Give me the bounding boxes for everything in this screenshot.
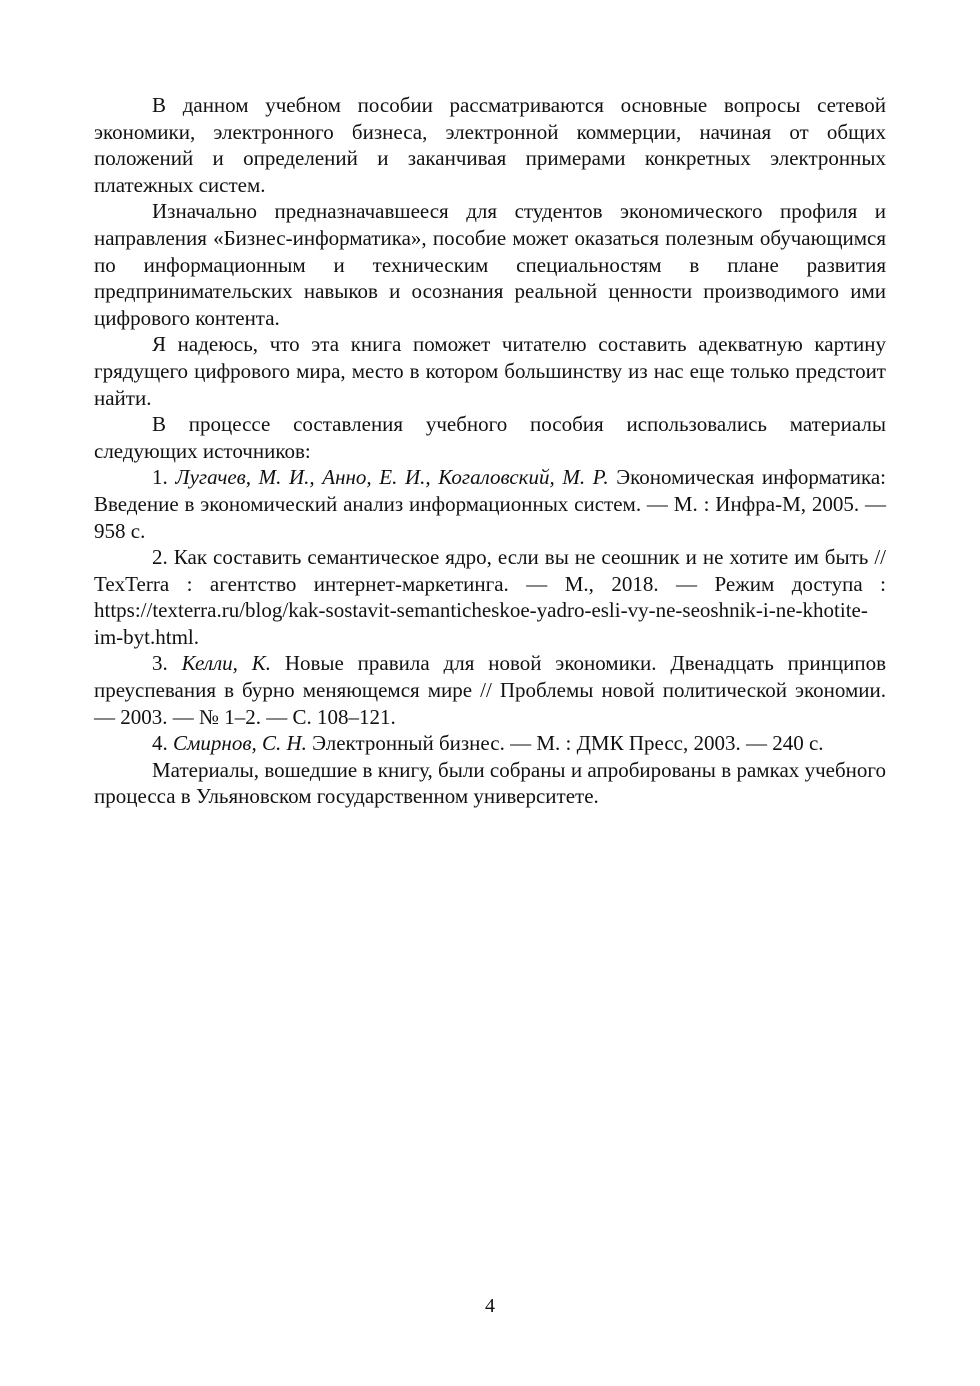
source-item-2 [94,544,886,650]
source-item-1 [94,464,886,544]
source-authors: Келли, К. [181,651,271,676]
source-authors: Лугачев, М. И., Анно, Е. И., Когаловский, М. Р. [175,465,609,490]
source-number: 2. [152,545,168,570]
page-number: 4 [485,1295,495,1317]
intro-paragraph: В данном учебном пособии рассматриваются основные вопросы сетевой экономики, электронного бизнеса, электронной коммерции, начиная от общих положений и определений и заканчивая примерами конкретных электронных платежных систем. [94,93,886,197]
source-item-3 [94,650,886,730]
source-text: Как составить семантическое ядро, если вы не сеошник и не хотите им быть // TexTerra : агентство интернет-маркетинга. — М., 2018. — Режим доступа : https://texterra.ru/blog/kak-sostavit-semanticheskoe-yadro-esli-vy-ne-seoshnik-i-ne-khotite-im-byt.html. [94,545,887,649]
source-item-4 [94,730,886,757]
source-text: Экономическая информатика: Введение в экономический анализ информационных систем. — М. : Инфра-М, 2005. — 958 с. [94,465,886,543]
sources-intro-paragraph: В процессе составления учебного пособия использовались материалы следующих источников: [94,412,886,463]
source-number: 1. [152,465,168,490]
audience-paragraph: Изначально предназначавшееся для студентов экономического профиля и направления «Бизнес-информатика», пособие может оказаться полезным обучающимся по информационным и техническим специальностям в плане развития предпринимательских навыков и осознания реальной ценности производимого ими цифрового контента. [94,199,886,330]
hope-paragraph: Я надеюсь, что эта книга поможет читателю составить адекватную картину грядущего цифрового мира, место в котором большинству из нас еще только предстоит найти. [94,332,886,410]
source-number: 4. [152,731,168,756]
page-body [94,92,886,810]
source-authors: Смирнов, С. Н. [173,731,307,756]
source-text: Новые правила для новой экономики. Двенадцать принципов преуспевания в бурно меняющемся мире // Проблемы новой политической экономии. — 2003. — № 1–2. — С. 108–121. [94,651,887,729]
source-text: Электронный бизнес. — М. : ДМК Пресс, 2003. — 240 с. [312,731,824,756]
source-number: 3. [152,651,168,676]
closing-paragraph: Материалы, вошедшие в книгу, были собраны и апробированы в рамках учебного процесса в Ульяновском государственном университете. [94,757,886,809]
